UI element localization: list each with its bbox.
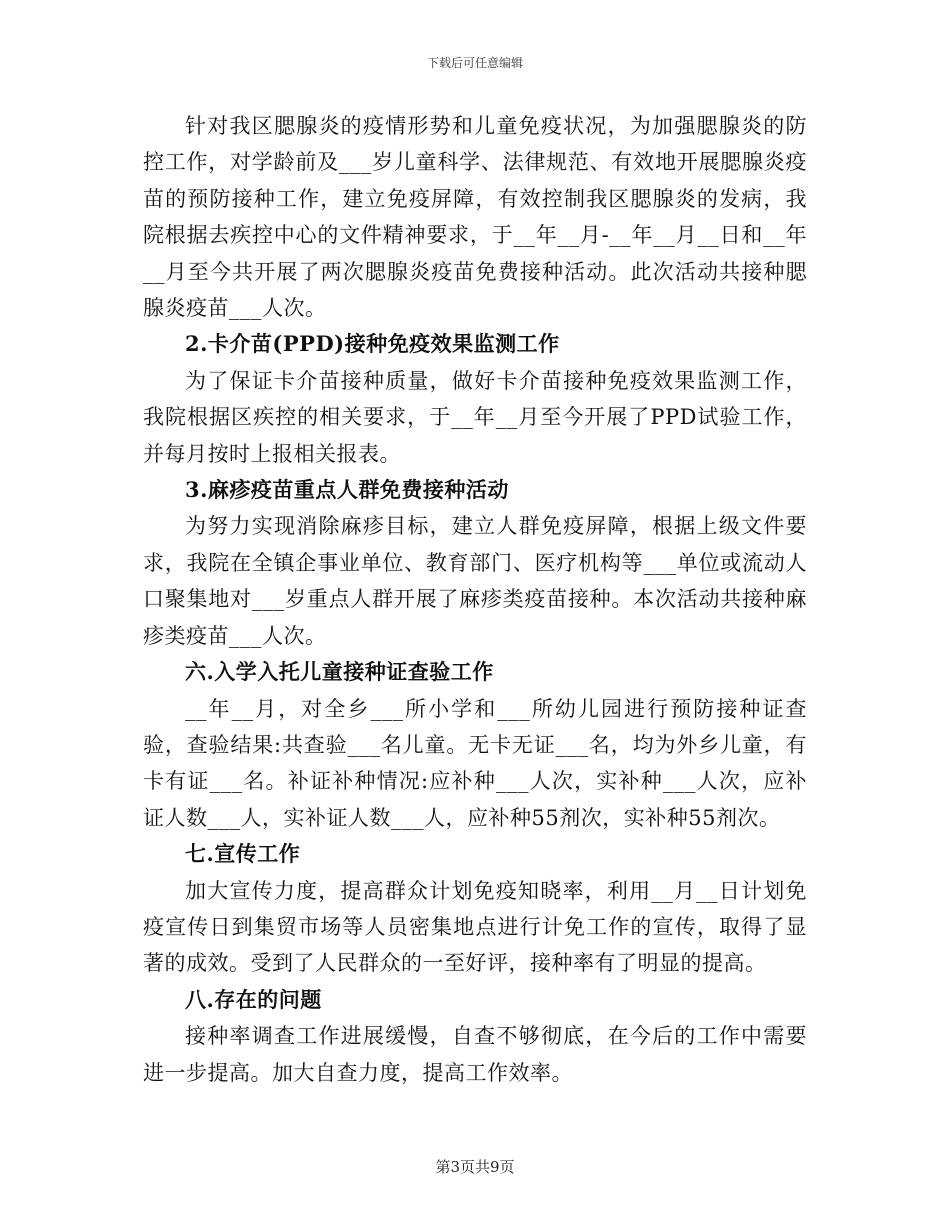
paragraph-mumps-vaccination: 针对我区腮腺炎的疫情形势和儿童免疫状况，为加强腮腺炎的防控工作，对学龄前及___岁儿童科学、法律规范、有效地开展腮腺炎疫苗的预防接种工作，建立免疫屏障，有效控制我区腮腺炎的发病，我院根据去疾控中心的文件精神要求，于__年__月-__年__月__日和__年__月至今共开展了两次腮腺炎疫苗免费接种活动。此次活动共接种腮腺炎疫苗___人次。 — [143, 114, 807, 321]
paragraph-bcg-ppd-monitoring: 为了保证卡介苗接种质量，做好卡介苗接种免疫效果监测工作，我院根据区疾控的相关要求，于__年__月至今开展了PPD试验工作，并每月按时上报相关报表。 — [143, 368, 807, 466]
paragraph-publicity-work: 加大宣传力度，提高群众计划免疫知晓率，利用__月__日计划免疫宣传日到集贸市场等人员密集地点进行计免工作的宣传，取得了显著的成效。受到了人民群众的一至好评，接种率有了明显的提高。 — [143, 878, 807, 976]
paragraph-measles-vaccination: 为努力实现消除麻疹目标，建立人群免疫屏障，根据上级文件要求，我院在全镇企事业单位、教育部门、医疗机构等___单位或流动人口聚集地对___岁重点人群开展了麻疹类疫苗接种。本次活动共接种麻疹类疫苗___人次。 — [143, 514, 807, 648]
paragraph-existing-problems: 接种率调查工作进展缓慢，自查不够彻底，在今后的工作中需要进一步提高。加大自查力度，提高工作效率。 — [143, 1024, 807, 1085]
page-header: 下载后可任意编辑 — [426, 56, 523, 70]
paragraph-school-certificate-check: __年__月，对全乡___所小学和___所幼儿园进行预防接种证查验，查验结果:共查验___名儿童。无卡无证___名，均为外乡儿童，有卡有证___名。补证补种情况:应补种___人次，实补种___人次，应补证人数___人，实补证人数___人，应补种55剂次，实补种55剂次。 — [143, 696, 807, 830]
heading-publicity-work: 七.宣传工作 — [185, 841, 301, 867]
heading-existing-problems: 八.存在的问题 — [185, 986, 322, 1012]
page-footer: 第3页共9页 — [435, 1158, 515, 1176]
heading-school-certificate-check: 六.入学入托儿童接种证查验工作 — [185, 659, 494, 685]
heading-measles-vaccination: 3.麻疹疫苗重点人群免费接种活动 — [185, 477, 509, 503]
heading-bcg-ppd-monitoring: 2.卡介苗(PPD)接种免疫效果监测工作 — [185, 331, 560, 357]
document-body — [143, 108, 807, 1091]
